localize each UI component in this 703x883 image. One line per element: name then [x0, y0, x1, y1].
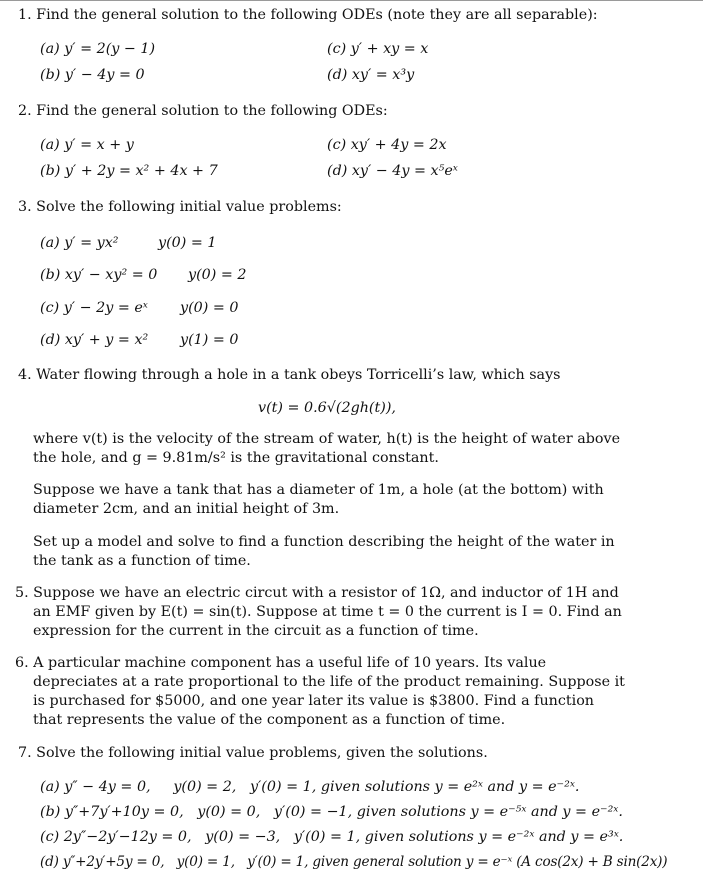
problem-2-intro: 2. Find the general solution to the following ODEs:: [18, 103, 388, 119]
problem-7a: (a) y″ − 4y = 0, y(0) = 2, y′(0) = 1, given solutions y = e²ˣ and y = e⁻²ˣ.: [40, 779, 580, 795]
problem-6-text: 6. A particular machine component has a useful life of 10 years. Its value depreciates at a rate proportional to the life of the product remaining. Suppose it is purchased for $5000, and one year later its value is $3800. Find a function that represents the value of the component as a function of time.: [15, 655, 625, 728]
problem-1d: (d) xy′ = x³y: [327, 67, 415, 83]
problem-3a-condition: y(0) = 1: [158, 235, 217, 251]
problem-3b-condition: y(0) = 2: [188, 267, 247, 283]
problem-3-intro: 3. Solve the following initial value problems:: [18, 199, 342, 215]
problem-2d: (d) xy′ − 4y = x⁵eˣ: [327, 163, 458, 179]
problem-7d: (d) y″+2y′+5y = 0, y(0) = 1, y′(0) = 1, given general solution y = e⁻ˣ (A cos(2x) + B sin(2x)): [40, 854, 668, 870]
problem-3d-equation: (d) xy′ + y = x²: [40, 332, 149, 348]
problem-3d-condition: y(1) = 0: [180, 332, 239, 348]
problem-3c-equation: (c) y′ − 2y = eˣ: [40, 300, 148, 316]
problem-1a: (a) y′ = 2(y − 1): [40, 41, 156, 57]
problem-4-paragraph-2: Suppose we have a tank that has a diameter of 1m, a hole (at the bottom) with diameter 2cm, and an initial height of 3m.: [33, 482, 604, 517]
problem-3b-equation: (b) xy′ − xy² = 0: [40, 267, 158, 283]
problem-2b: (b) y′ + 2y = x² + 4x + 7: [40, 163, 218, 179]
problem-3c-condition: y(0) = 0: [180, 300, 239, 316]
problem-4-paragraph-1: where v(t) is the velocity of the stream of water, h(t) is the height of water above the hole, and g = 9.81m/s² is the gravitational constant.: [33, 431, 621, 466]
problem-4-paragraph-3: Set up a model and solve to find a function describing the height of the water in the tank as a function of time.: [33, 534, 615, 569]
problem-3a-equation: (a) y′ = yx²: [40, 235, 119, 251]
problem-2a: (a) y′ = x + y: [40, 137, 134, 153]
problem-7b: (b) y″+7y′+10y = 0, y(0) = 0, y′(0) = −1, given solutions y = e⁻⁵ˣ and y = e⁻²ˣ.: [40, 804, 623, 820]
problem-4-intro: 4. Water flowing through a hole in a tank obeys Torricelli’s law, which says: [18, 367, 561, 383]
problem-7c: (c) 2y″−2y′−12y = 0, y(0) = −3, y′(0) = 1, given solutions y = e⁻²ˣ and y = e³ˣ.: [40, 829, 624, 845]
problem-1c: (c) y′ + xy = x: [327, 41, 429, 57]
problem-2c: (c) xy′ + 4y = 2x: [327, 137, 447, 153]
top-rule: [0, 0, 703, 1]
problem-7-intro: 7. Solve the following initial value problems, given the solutions.: [18, 745, 488, 761]
problem-1b: (b) y′ − 4y = 0: [40, 67, 145, 83]
torricelli-formula: v(t) = 0.6√(2gh(t)),: [258, 400, 396, 416]
problem-1-intro: 1. Find the general solution to the following ODEs (note they are all separable):: [18, 7, 598, 23]
problem-5-text: 5. Suppose we have an electric circut with a resistor of 1Ω, and inductor of 1H and an EMF given by E(t) = sin(t). Suppose at time t = 0 the current is I = 0. Find an expression for the current in the circuit as a function of time.: [15, 585, 622, 639]
